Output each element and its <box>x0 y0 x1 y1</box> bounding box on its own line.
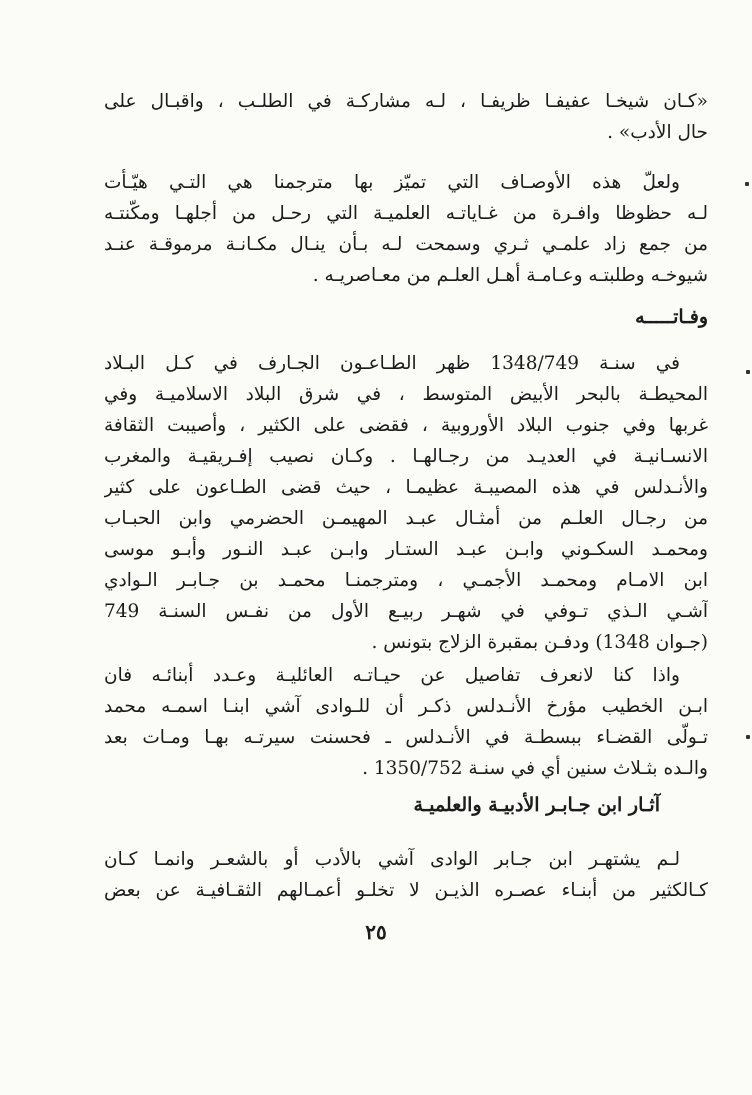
text-line: واذا كنا لانعرف تفاصيل عن حيـاتـه العائليـة وعـدد أبنائـه فان <box>104 665 680 686</box>
paragraph-quote <box>104 86 708 148</box>
text-line: ابـن الخطيب مؤرخ الأنـدلس ذكـر أن للـوادى آشي ابنـا اسمـه محمد <box>104 696 708 717</box>
text-line: كـالكثير من أبنـاء عصـره الذيـن لا تخلـو أعمـالهم الثقـافيـة عن بعض <box>104 880 708 901</box>
paragraph-qualities <box>104 167 708 291</box>
section-heading-death: وفـاتـــــه <box>635 306 708 328</box>
text-line: ابن الامـام ومحمـد الأجمـي ، ومترجمنـا محمـد بن جـابـر الـوادي <box>104 570 708 591</box>
text-line: ولعلّ هذه الأوصـاف التي تميّز بها مترجمنا هي التـي هيّـأت <box>104 172 680 193</box>
text-line: (جـوان 1348) ودفـن بمقبرة الزلاج بتونس . <box>371 632 708 653</box>
text-line: المحيطـة بالبحر الأبيض المتوسط ، في شرق البلاد الاسلاميـة وفي <box>104 384 708 405</box>
text-line: في سنـة 1348/749 ظهر الطـاعـون الجـارف في كـل البـلاد <box>104 353 680 374</box>
section-heading-works: آثـار ابن جـابـر الأدبيـة والعلميـة <box>413 794 660 816</box>
text-line: والـده بثـلاث سنين أي في سنـة 1350/752 . <box>362 758 708 779</box>
text-line: آشـي الـذي تـوفي في شهـر ربيـع الأول من نفـس السنـة 749 <box>104 601 708 622</box>
text-line: ومحمـد السكـوني وابـن عبـد الستـار وابـن عبـد النـور وأبـو موسى <box>104 539 708 560</box>
text-line: شيوخـه وطلبتـه وعـامـة أهـل العلـم من معـاصريـه . <box>312 265 708 286</box>
text-line: والأنـدلس في هذه المصيبـة عظيمـا ، حيث قضى الطـاعون على كثير <box>104 477 708 498</box>
margin-mark <box>745 182 749 186</box>
text-line: من رجـال العلـم من أمثـال عبـد المهيمـن الحضرمي وابن الحبـاب <box>104 508 708 529</box>
paragraph-plague <box>104 348 708 658</box>
text-line: الانسـانيـة في العديـد من رجـالهـا . وكـان نصيب إفـريقيـة والمغرب <box>104 446 708 467</box>
text-line: من جمع زاد علمـي ثـري وسمحت لـه بـأن ينـال مكـانـة مرموقـة عنـد <box>104 234 708 255</box>
text-line: غربها وفي جنوب البلاد الأوروبية ، فقضى على الكثير ، وأصيبت الثقافة <box>104 415 708 436</box>
text-line: حال الأدب» . <box>607 122 708 143</box>
text-line: تـولّى القضـاء ببسطـة في الأنـدلس ـ فحسنت سيرتـه بهـا ومـات بعد <box>104 727 708 748</box>
margin-mark <box>746 735 750 739</box>
paragraph-works <box>104 844 708 906</box>
page-number: ٢٥ <box>365 920 387 944</box>
text-line: «كـان شيخـا عفيفـا ظريفـا ، لـه مشاركـة في الطلـب ، واقبـال على <box>104 91 708 112</box>
paragraph-family <box>104 660 708 784</box>
text-line: لـم يشتهـر ابن جـابر الوادى آشي بالأدب أو بالشعـر وانمـا كـان <box>104 849 680 870</box>
margin-mark <box>746 370 750 374</box>
text-line: لـه حظوظا وافـرة من غـاياتـه العلميـة التي رحـل من أجلهـا ومكّنتـه <box>104 203 708 224</box>
